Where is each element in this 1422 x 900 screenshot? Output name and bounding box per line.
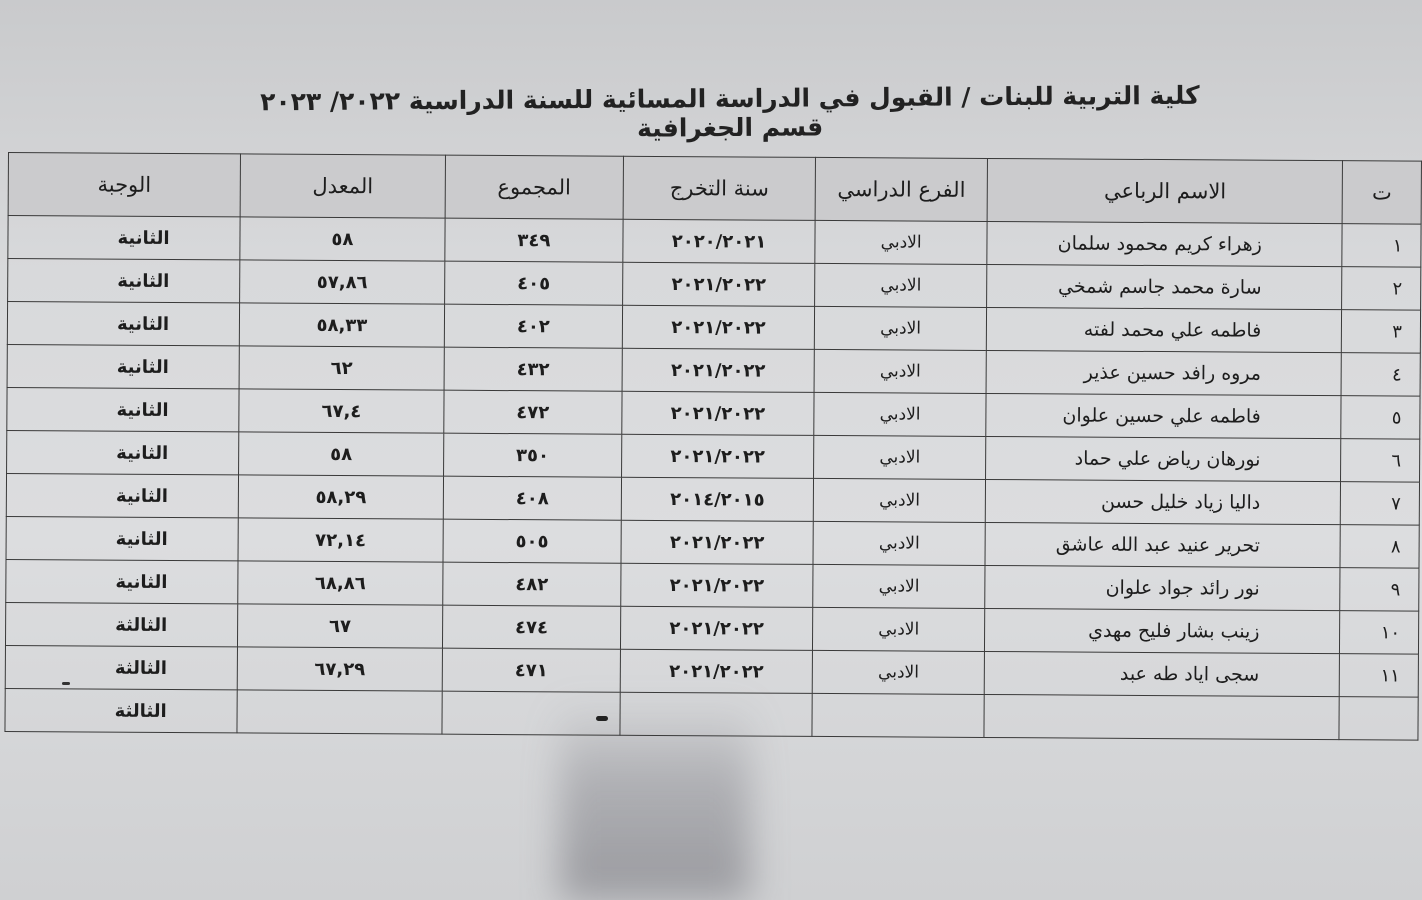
cell-num: ٩ — [1340, 568, 1419, 611]
cell-name: نور رائد جواد علوان — [985, 565, 1340, 610]
cell-total: ٤٠٥ — [444, 261, 622, 305]
header-wave: الوجبة — [8, 153, 240, 217]
table-header-row — [8, 153, 1421, 225]
cell-num: ١١ — [1340, 654, 1419, 697]
cell-branch: الادبي — [814, 306, 986, 350]
cell-name: فاطمه علي حسين علوان — [986, 393, 1341, 438]
cell-year: ٢٠٢١/٢٠٢٢ — [620, 649, 812, 693]
cell-num: ٨ — [1340, 525, 1419, 568]
cell-name — [984, 694, 1339, 739]
cell-year: ٢٠١٤/٢٠١٥ — [621, 477, 813, 521]
header-avg: المعدل — [240, 154, 445, 218]
cell-wave: الثانية — [7, 302, 239, 346]
cell-total — [442, 691, 620, 735]
ink-mark — [62, 682, 70, 685]
cell-branch: الادبي — [815, 263, 987, 307]
cell-year: ٢٠٢١/٢٠٢٢ — [622, 391, 814, 435]
cell-name: فاطمه علي محمد لفته — [987, 307, 1342, 352]
document-title: كلية التربية للبنات / القبول في الدراسة المسائية للسنة الدراسية ٢٠٢٢/ ٢٠٢٣ قسم الجغرافية — [260, 80, 1200, 143]
cell-name: نورهان رياض علي حماد — [986, 436, 1341, 481]
cell-branch — [812, 693, 984, 737]
header-year: سنة التخرج — [623, 156, 816, 220]
table-row — [5, 688, 1418, 740]
cell-year: ٢٠٢١/٢٠٢٢ — [623, 262, 815, 306]
cell-total: ٤٧١ — [442, 648, 620, 692]
cell-name: زهراء كريم محمود سلمان — [987, 221, 1342, 266]
cell-branch: الادبي — [813, 478, 985, 522]
cell-num: ٢ — [1342, 267, 1421, 310]
admission-table — [4, 152, 1422, 741]
cell-wave: الثانية — [7, 344, 239, 388]
cell-num: ٣ — [1342, 310, 1421, 353]
header-num: ت — [1342, 161, 1421, 224]
cell-branch: الادبي — [814, 349, 986, 393]
header-total: المجموع — [445, 155, 623, 219]
cell-num: ٥ — [1341, 396, 1420, 439]
cell-wave: الثانية — [7, 387, 239, 431]
cell-total: ٤٠٢ — [444, 304, 622, 348]
cell-wave: الثالثة — [5, 645, 237, 689]
header-name: الاسم الرباعي — [987, 158, 1342, 223]
cell-wave: الثانية — [8, 259, 240, 303]
cell-wave: الثانية — [6, 559, 238, 603]
cell-num: ٧ — [1341, 482, 1420, 525]
cell-avg: ٥٨ — [239, 432, 444, 476]
cell-avg: ٥٨,٢٩ — [238, 475, 443, 519]
cell-total: ٤٨٢ — [443, 562, 621, 606]
cell-avg: ٥٨,٣٣ — [239, 303, 444, 347]
cell-avg: ٦٧ — [238, 604, 443, 648]
cell-total: ٤٣٢ — [444, 347, 622, 391]
cell-avg: ٥٨ — [240, 217, 445, 261]
cell-year: ٢٠٢١/٢٠٢٢ — [620, 606, 812, 650]
cell-year: ٢٠٢١/٢٠٢٢ — [621, 563, 813, 607]
cell-avg — [237, 690, 442, 734]
cell-year: ٢٠٢١/٢٠٢٢ — [621, 434, 813, 478]
cell-avg: ٥٧,٨٦ — [240, 260, 445, 304]
cell-avg: ٦٧,٢٩ — [237, 647, 442, 691]
cell-avg: ٦٢ — [239, 346, 444, 390]
cell-total: ٥٠٥ — [443, 519, 621, 563]
cell-num: ٦ — [1341, 439, 1420, 482]
cell-name: تحرير عنيد عبد الله عاشق — [985, 522, 1340, 567]
cell-wave: الثالثة — [5, 688, 237, 732]
admission-table-container — [4, 152, 1422, 741]
cell-total: ٤٧٢ — [444, 390, 622, 434]
cell-branch: الادبي — [814, 392, 986, 436]
cell-name: سجى اياد طه عبد — [984, 651, 1339, 696]
cell-year: ٢٠٢١/٢٠٢٢ — [621, 520, 813, 564]
cell-name: سارة محمد جاسم شمخي — [987, 264, 1342, 309]
cell-avg: ٦٧,٤ — [239, 389, 444, 433]
cell-branch: الادبي — [812, 650, 984, 694]
cell-wave: الثانية — [7, 430, 239, 474]
table-body — [5, 216, 1421, 741]
cell-total: ٣٤٩ — [445, 218, 623, 262]
cell-wave: الثانية — [8, 216, 240, 260]
cell-name: زينب بشار فليح مهدي — [985, 608, 1340, 653]
cell-num: ٤ — [1341, 353, 1420, 396]
cell-branch: الادبي — [813, 564, 985, 608]
header-branch: الفرع الدراسي — [815, 157, 988, 221]
cell-year: ٢٠٢١/٢٠٢٢ — [622, 305, 814, 349]
cell-wave: الثالثة — [5, 602, 237, 646]
cell-avg: ٦٨,٨٦ — [238, 561, 443, 605]
cell-year: ٢٠٢٠/٢٠٢١ — [623, 219, 815, 263]
cell-wave: الثانية — [6, 473, 238, 517]
cell-num: ١ — [1342, 224, 1421, 267]
cell-total: ٤٧٤ — [442, 605, 620, 649]
cell-name: داليا زياد خليل حسن — [986, 479, 1341, 524]
cell-num: ١٠ — [1340, 611, 1419, 654]
cell-avg: ٧٢,١٤ — [238, 518, 443, 562]
cell-year: ٢٠٢١/٢٠٢٢ — [622, 348, 814, 392]
cell-branch: الادبي — [814, 435, 986, 479]
cell-branch: الادبي — [813, 521, 985, 565]
cell-total: ٣٥٠ — [443, 433, 621, 477]
cell-wave: الثانية — [6, 516, 238, 560]
ink-mark — [596, 716, 608, 721]
cell-branch: الادبي — [815, 220, 987, 264]
cell-branch: الادبي — [813, 607, 985, 651]
cell-num — [1339, 697, 1418, 740]
cell-total: ٤٠٨ — [443, 476, 621, 520]
cell-name: مروه رافد حسين عذير — [986, 350, 1341, 395]
cell-year — [620, 692, 812, 736]
